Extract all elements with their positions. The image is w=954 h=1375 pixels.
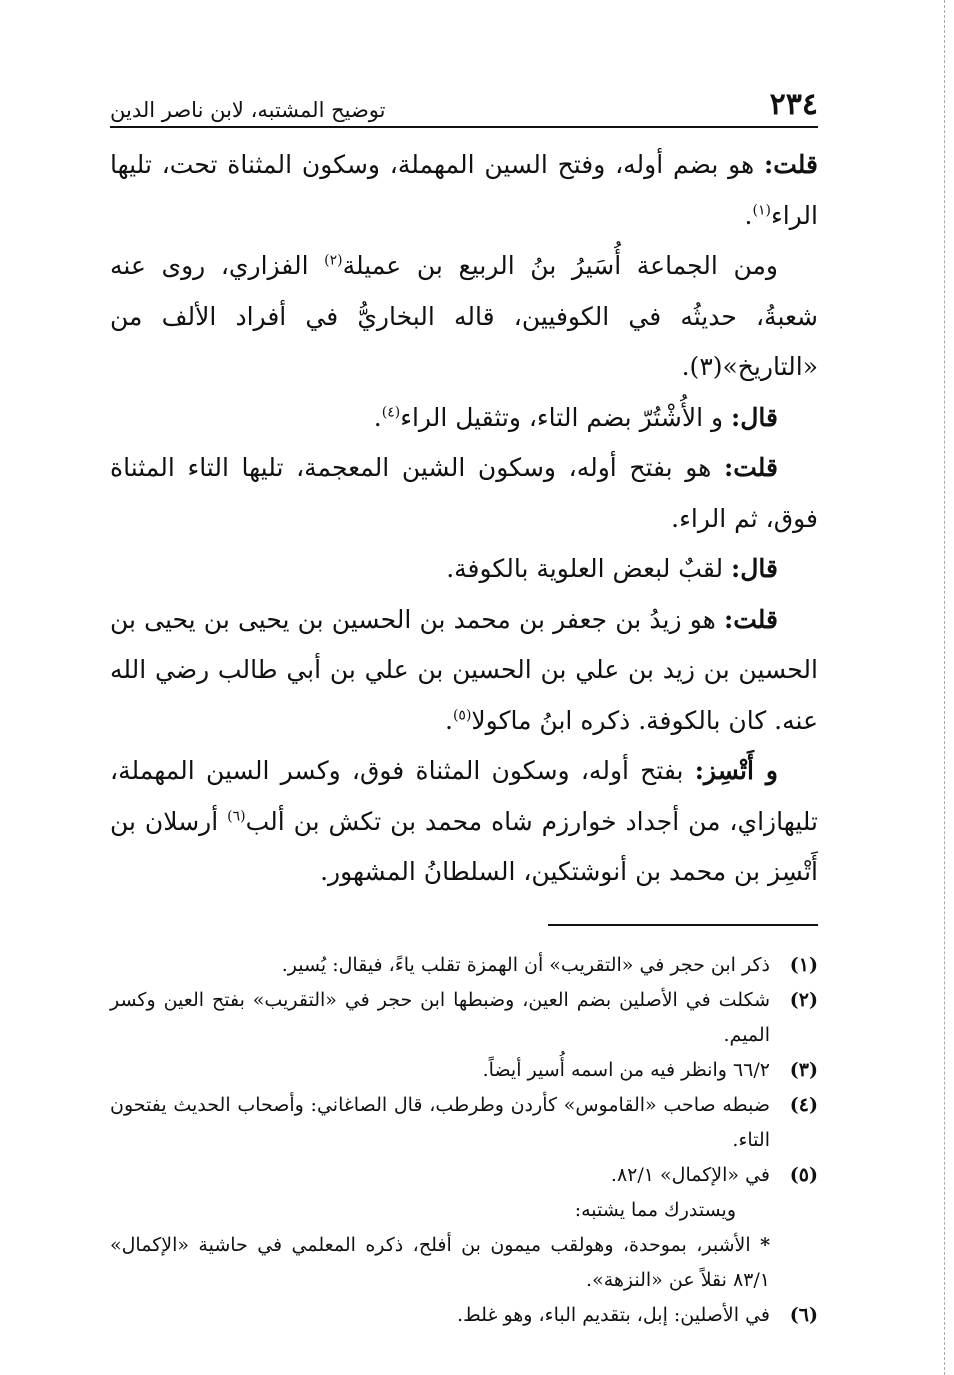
footnote-divider: [548, 924, 818, 926]
footnote-ref: (٦): [227, 808, 246, 825]
paragraph: [110, 544, 818, 595]
paragraph-tail: .: [373, 402, 382, 432]
footnote: [110, 1088, 818, 1158]
footnote-number: (١): [789, 953, 818, 976]
footnote-ref: (٢): [324, 252, 343, 269]
footnote-text: في «الإكمال» ٨٢/١.: [610, 1163, 770, 1186]
footnote-text: الأشبر، بموحدة، وهولقب ميمون بن أفلح، ذكره المعلمي في حاشية «الإكمال» ٨٣/١ نقلاً عن «النزهة».: [110, 1233, 770, 1291]
paragraph-tail: .: [744, 200, 753, 230]
footnote-text: في الأصلين: إبل، بتقديم الباء، وهو غلط.: [457, 1303, 770, 1326]
paragraph-lead: قلت:: [763, 150, 818, 179]
footnote-ref: (١): [752, 202, 771, 219]
footnote-number: (٤): [789, 1093, 818, 1116]
paragraph: [110, 393, 818, 444]
book-page: [110, 72, 818, 1333]
footnote: [110, 948, 818, 983]
paragraph-text: لقبٌ لبعض العلوية بالكوفة.: [446, 554, 732, 583]
footnote-continuation: [110, 1193, 818, 1228]
paragraph-tail: أرسلان بن أَتْسِز بن محمد بن أنوشتكين، السلطانُ المشهور.: [110, 806, 818, 886]
footnote-text: ٦٦/٢ وانظر فيه من اسمه أُسير أيضاً.: [482, 1058, 770, 1081]
paragraph-text: بفتح أوله، وسكون المثناة فوق، وكسر السين المهملة، تليهازاي، من أجداد خوارزم شاه محمد بن تكش بن ألب: [110, 756, 818, 836]
footnote-ref: (٤): [381, 404, 401, 421]
footnote-text: شكلت في الأصلين بضم العين، وضبطها ابن حجر في «التقريب» بفتح العين وكسر الميم.: [110, 988, 770, 1046]
footnote: [110, 983, 818, 1053]
footnote-text: ويستدرك مما يشتبه:: [574, 1198, 736, 1221]
footnote-continuation: [110, 1228, 818, 1298]
footnotes: [110, 948, 818, 1333]
paragraph-text: و الأُشْتُرّ بضم التاء، وتثقيل الراء: [400, 402, 732, 432]
paragraph-text: هو بضم أوله، وفتح السين المهملة، وسكون المثناة تحت، تليها الراء: [110, 150, 818, 230]
paragraph-tail: الفزاري، روى عنه شعبةُ، حديثُه في الكوفيين، قاله البخاريُّ في أفراد الألف من «التاريخ»(٣).: [110, 251, 818, 381]
paragraph: [110, 241, 818, 393]
footnote: [110, 1053, 818, 1088]
footnote-ref: (٥): [452, 707, 472, 724]
footnote: [110, 1158, 818, 1193]
paragraph-lead: قلت:: [723, 453, 778, 482]
paragraph-tail: .: [444, 705, 453, 735]
star-icon: *: [760, 1233, 770, 1256]
footnote-number: (٢): [789, 988, 818, 1011]
paragraph-text: هو زيدُ بن جعفر بن محمد بن الحسين بن يحيى بن يحيى بن الحسين بن زيد بن علي بن الحسين بن علي بن أبي طالب رضي الله عنه. كان بالكوفة. ذكره ابنُ ماكولا: [110, 604, 818, 735]
paragraph: [110, 595, 818, 747]
paragraph-lead: قلت:: [723, 604, 778, 634]
paragraph-text: هو بفتح أوله، وسكون الشين المعجمة، تليها التاء المثناة فوق، ثم الراء.: [110, 453, 818, 533]
page-number: ٢٣٤: [769, 87, 818, 122]
paragraph-lead: و أَتْسِز:: [694, 756, 778, 785]
paragraph-text: ومن الجماعة أُسَيرُ بنُ الربيع بن عميلة: [342, 251, 779, 280]
main-text: [110, 140, 818, 898]
page-header: [110, 72, 818, 128]
paragraph: [110, 443, 818, 544]
footnote: [110, 1298, 818, 1333]
footnote-number: (٣): [789, 1058, 818, 1081]
paragraph: [110, 746, 818, 898]
running-title: توضيح المشتبه، لابن ناصر الدين: [110, 98, 386, 122]
footnote-number: (٥): [789, 1163, 818, 1186]
scan-edge-line: [944, 0, 946, 1375]
paragraph: [110, 140, 818, 241]
paragraph-lead: قال:: [731, 402, 778, 432]
footnote-text: ضبطه صاحب «القاموس» كأردن وطرطب، قال الصاغاني: وأصحاب الحديث يفتحون التاء.: [110, 1093, 770, 1151]
footnote-text: ذكر ابن حجر في «التقريب» أن الهمزة تقلب ياءً، فيقال: يُسير.: [281, 953, 770, 976]
footnote-number: (٦): [789, 1303, 818, 1326]
paragraph-lead: قال:: [731, 554, 778, 583]
